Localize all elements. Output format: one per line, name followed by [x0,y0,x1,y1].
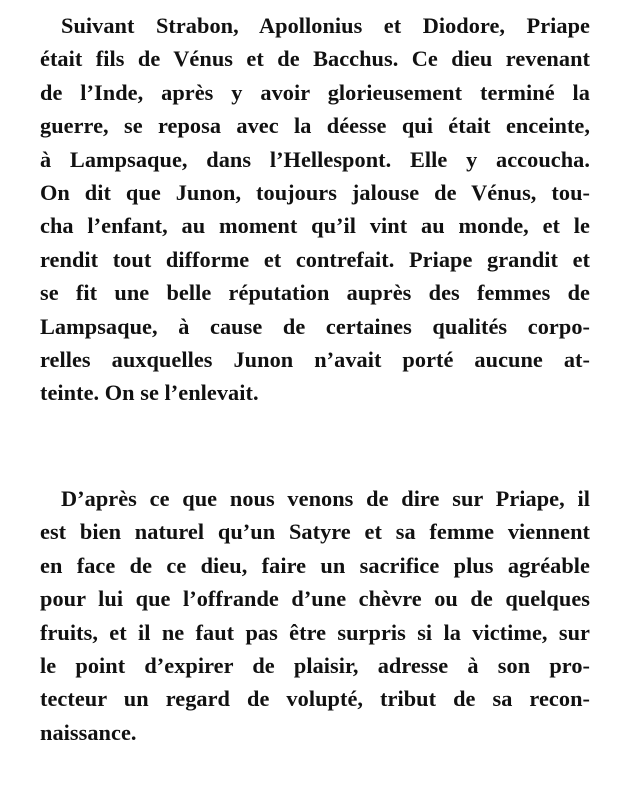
paragraph-satyr-sacrifice [40,482,590,749]
text-line: guerre, se reposa avec la déesse qui était enceinte, [40,113,590,139]
text-line: fruits, et il ne faut pas être surpris si la victime, sur [40,619,590,645]
text-line: se fit une belle réputation auprès des femmes de [40,280,590,306]
text-line: Suivant Strabon, Apollonius et Diodore, Priape [61,13,590,38]
text-line: était fils de Vénus et de Bacchus. Ce dieu revenant [40,46,590,72]
text-line: relles auxquelles Junon n’avait porté aucune at- [40,346,590,372]
text-line: pour lui que l’offrande d’une chèvre ou de quelques [40,586,590,612]
text-line: le point d’expirer de plaisir, adresse à son pro- [40,652,590,678]
text-line: naissance. [40,719,137,745]
text-line: de l’Inde, après y avoir glorieusement terminé la [40,79,590,105]
text-line: en face de ce dieu, faire un sacrifice plus agréable [40,552,590,578]
paragraph-priape-origin [40,9,590,410]
book-page [40,0,590,795]
text-line: D’après ce que nous venons de dire sur Priape, il [61,486,590,511]
text-line: tecteur un regard de volupté, tribut de sa recon- [40,686,590,712]
text-line: rendit tout difforme et contrefait. Priape grandit et [40,246,590,272]
text-line: est bien naturel qu’un Satyre et sa femme viennent [40,519,590,545]
text-line: On dit que Junon, toujours jalouse de Vénus, tou- [40,179,590,205]
text-line: cha l’enfant, au moment qu’il vint au monde, et le [40,213,590,239]
text-line: teinte. On se l’enlevait. [40,380,259,406]
text-line: à Lampsaque, dans l’Hellespont. Elle y accoucha. [40,146,590,172]
text-line: Lampsaque, à cause de certaines qualités corpo- [40,313,590,339]
